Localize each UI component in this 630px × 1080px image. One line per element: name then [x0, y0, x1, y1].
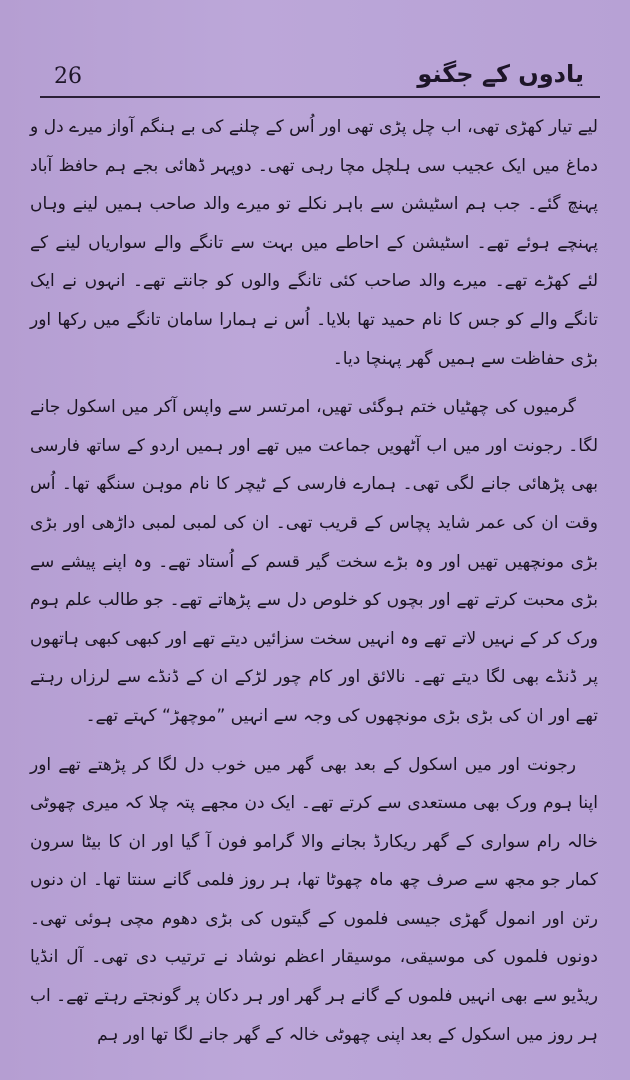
running-title: یادوں کے جگنو [417, 60, 584, 88]
paragraph-2: گرمیوں کی چھٹیاں ختم ہوگئی تھیں، امرتسر سے واپس آکر میں اسکول جانے لگا۔ رجونت اور میں اب آٹھویں جماعت میں تھے اور ہمیں اردو کے ساتھ فارسی بھی پڑھائی جانے لگی تھی۔ ہمارے فارسی کے ٹیچر کا نام موہن سنگھ تھا۔ اُس وقت ان کی عمر شاید پچاس کے قریب تھی۔ ان کی لمبی لمبی داڑھی اور بڑی بڑی مونچھیں تھیں اور وہ بڑے سخت گیر قسم کے اُستاد تھے۔ وہ اپنے پیشے سے بڑی محبت کرتے تھے اور بچوں کو خلوص دل سے پڑھاتے تھے۔ جو طالب علم ہوم ورک کر کے نہیں لاتے تھے وہ انہیں سخت سزائیں دیتے تھے اور کبھی کبھی ہاتھوں پر ڈنڈے بھی لگا دیتے تھے۔ نالائق اور کام چور لڑکے ان کے ڈنڈے سے لرزاں رہتے تھے اور ان کی بڑی بڑی مونچھوں کی وجہ سے انہیں ”موچھڑ“ کہتے تھے۔ [30, 397, 599, 726]
page-header [40, 60, 590, 100]
header-rule [40, 96, 600, 98]
page-number: 26 [54, 64, 82, 89]
paragraph-1: لیے تیار کھڑی تھی، اب چل پڑی تھی اور اُس کے چلنے کی بے ہنگم آواز میرے دل و دماغ میں ایک عجیب سی ہلچل مچا رہی تھی۔ دوپہر ڈھائی بجے ہم حافظ آباد پہنچ گئے۔ جب ہم اسٹیشن سے باہر نکلے تو میرے والد صاحب ہمیں لینے وہاں پہنچے ہوئے تھے۔ اسٹیشن کے احاطے میں بہت سے تانگے والے سواریاں لینے کے لئے کھڑے تھے۔ میرے والد صاحب کئی تانگے والوں کو جانتے تھے۔ انہوں نے ایک تانگے والے کو جس کا نام حمید تھا بلایا۔ اُس نے ہمارا سامان تانگے میں رکھا اور بڑی حفاظت سے ہمیں گھر پہنچا دیا۔ [30, 117, 598, 369]
paragraph-3: رجونت اور میں اسکول کے بعد بھی گھر میں خوب دل لگا کر پڑھتے تھے اور اپنا ہوم ورک بھی مستعدی سے کرتے تھے۔ ایک دن مجھے پتہ چلا کہ میری چھوٹی خالہ رام سواری کے گھر ریکارڈ بجانے والا گرامو فون آ گیا اور ان کا بیٹا سرون کمار جو مجھ سے صرف چھ ماہ چھوٹا تھا، ہر روز فلمی گانے سنتا تھا۔ ان دنوں رتن اور انمول گھڑی جیسی فلموں کے گیتوں کی بڑی دھوم مچی ہوئی تھی۔ دونوں فلموں کی موسیقی، موسیقار اعظم نوشاد نے ترتیب دی تھی۔ آل انڈیا ریڈیو سے بھی انہیں فلموں کے گانے ہر گھر اور ہر دکان پر گونجتے رہتے تھے۔ اب ہر روز میں اسکول کے بعد اپنی چھوٹی خالہ کے گھر جانے لگا تھا اور ہم [30, 754, 598, 1045]
body-text [30, 108, 598, 1060]
